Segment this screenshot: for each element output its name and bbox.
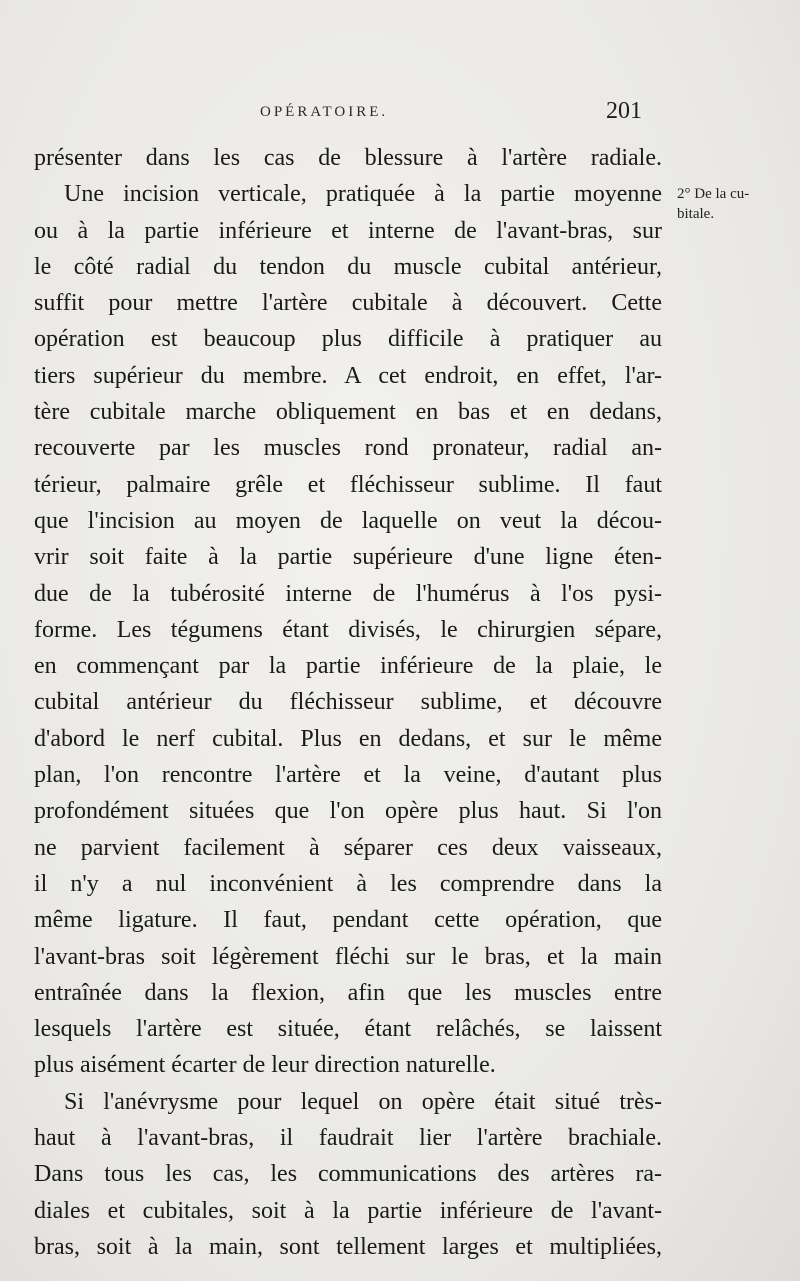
text-line: ne parvient facilement à séparer ces deux vaisseaux, bbox=[34, 834, 662, 861]
text-line: l'avant-bras soit légèrement fléchi sur le bras, et la main bbox=[34, 943, 662, 970]
text-line: recouverte par les muscles rond pronateur, radial an- bbox=[34, 435, 662, 462]
text-line: vrir soit faite à la partie supérieure d'une ligne éten- bbox=[34, 544, 662, 571]
text-line: le côté radial du tendon du muscle cubital antérieur, bbox=[34, 253, 662, 280]
text-line: Dans tous les cas, les communications des artères ra- bbox=[34, 1161, 662, 1188]
text-line: plus aisément écarter de leur direction naturelle. bbox=[34, 1052, 496, 1079]
text-line: forme. Les tégumens étant divisés, le chirurgien sépare, bbox=[34, 616, 662, 643]
text-line: d'abord le nerf cubital. Plus en dedans, et sur le même bbox=[34, 725, 662, 752]
text-line: Une incision verticale, pratiquée à la partie moyenne bbox=[64, 181, 662, 208]
text-line: due de la tubérosité interne de l'humérus à l'os pysi- bbox=[34, 580, 662, 607]
text-line: opération est beaucoup plus difficile à pratiquer au bbox=[34, 326, 662, 353]
text-line: térieur, palmaire grêle et fléchisseur sublime. Il faut bbox=[34, 471, 662, 498]
text-line: haut à l'avant-bras, il faudrait lier l'artère brachiale. bbox=[34, 1125, 662, 1152]
running-head: OPÉRATOIRE. bbox=[260, 104, 389, 120]
text-line: présenter dans les cas de blessure à l'artère radiale. bbox=[34, 145, 662, 171]
text-line: que l'incision au moyen de laquelle on veut la décou- bbox=[34, 507, 662, 534]
text-line: bras, soit à la main, sont tellement larges et multipliées, bbox=[34, 1233, 662, 1260]
text-line: profondément situées que l'on opère plus haut. Si l'on bbox=[34, 798, 662, 825]
text-line: entraînée dans la flexion, afin que les muscles entre bbox=[34, 979, 662, 1006]
text-line: Si l'anévrysme pour lequel on opère était situé très- bbox=[64, 1088, 662, 1115]
text-line: suffit pour mettre l'artère cubitale à découvert. Cette bbox=[34, 290, 662, 317]
text-line: tère cubitale marche obliquement en bas et en dedans, bbox=[34, 399, 662, 426]
text-line: même ligature. Il faut, pendant cette opération, que bbox=[34, 907, 662, 934]
text-line: il n'y a nul inconvénient à les comprendre dans la bbox=[34, 870, 662, 897]
text-line: lesquels l'artère est située, étant relâchés, se laissent bbox=[34, 1016, 662, 1043]
text-line: cubital antérieur du fléchisseur sublime, et découvre bbox=[34, 689, 662, 716]
page-number: 201 bbox=[606, 98, 642, 124]
margin-note bbox=[677, 184, 787, 224]
margin-note-line: 2° De la cu- bbox=[677, 186, 750, 202]
text-line: ou à la partie inférieure et interne de l'avant-bras, sur bbox=[34, 217, 662, 244]
body-text bbox=[34, 140, 662, 1265]
text-line: en commençant par la partie inférieure de la plaie, le bbox=[34, 653, 662, 680]
text-line: tiers supérieur du membre. A cet endroit, en effet, l'ar- bbox=[34, 362, 662, 389]
text-line: plan, l'on rencontre l'artère et la veine, d'autant plus bbox=[34, 762, 662, 789]
text-line: diales et cubitales, soit à la partie inférieure de l'avant- bbox=[34, 1197, 662, 1224]
margin-note-line: bitale. bbox=[677, 206, 715, 222]
